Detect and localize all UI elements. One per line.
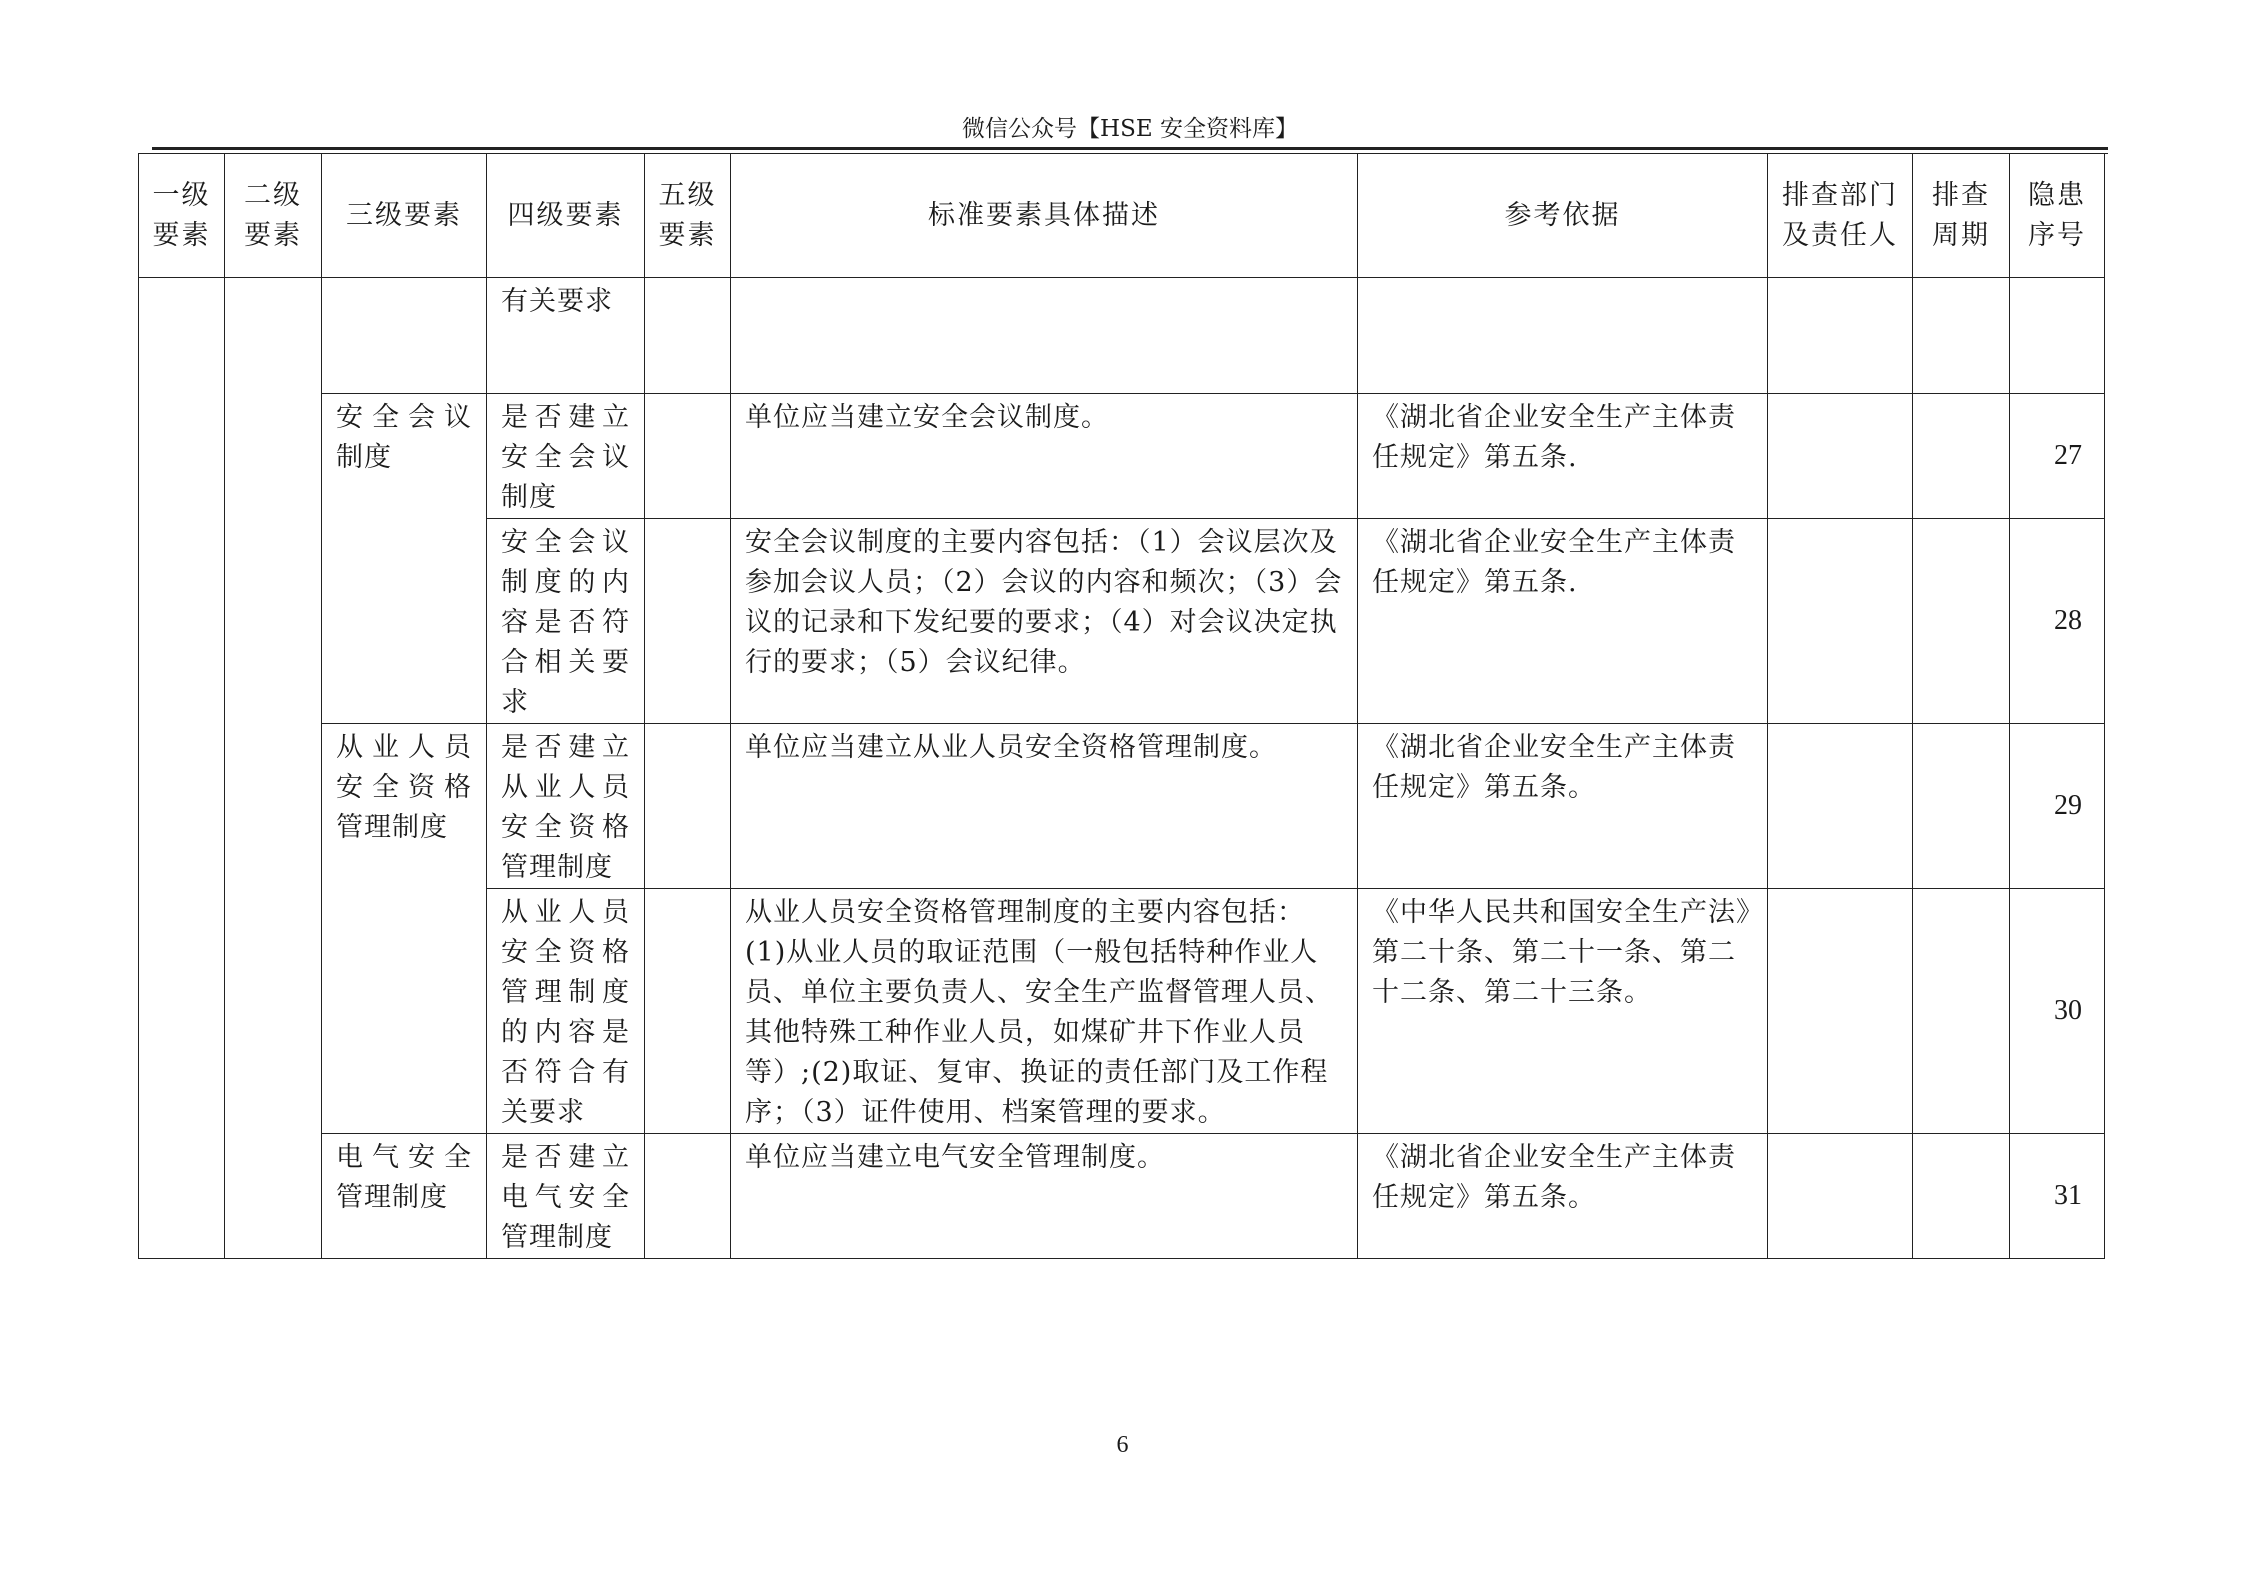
cell-level3: 电气安全管理制度 <box>322 1134 487 1259</box>
cell-reference: 《湖北省企业安全生产主体责任规定》第五条。 <box>1358 724 1768 889</box>
cell-seq: 27 <box>2010 394 2105 519</box>
cell-reference: 《湖北省企业安全生产主体责任规定》第五条。 <box>1358 1134 1768 1259</box>
page-number: 6 <box>1116 1432 1129 1458</box>
col-header-level3: 三级要素 <box>322 154 487 278</box>
cell-level4: 有关要求 <box>487 278 645 394</box>
cell-seq: 30 <box>2010 889 2105 1134</box>
table-row <box>139 278 2105 394</box>
cell-cycle <box>1913 519 2010 724</box>
cell-seq: 29 <box>2010 724 2105 889</box>
hazard-checklist-table <box>138 153 2105 1259</box>
cell-level4: 安全会议制度的内容是否符合相关要求 <box>487 519 645 724</box>
cell-cycle <box>1913 724 2010 889</box>
table-row <box>139 724 2105 889</box>
cell-department <box>1768 889 1913 1134</box>
cell-reference: 《中华人民共和国安全生产法》第二十条、第二十一条、第二十二条、第二十三条。 <box>1358 889 1768 1134</box>
cell-description <box>731 278 1358 394</box>
cell-cycle <box>1913 889 2010 1134</box>
col-header-department: 排查部门 及责任人 <box>1768 154 1913 278</box>
cell-cycle <box>1913 278 2010 394</box>
cell-cycle <box>1913 394 2010 519</box>
running-header: 微信公众号【HSE 安全资料库】 <box>962 116 1298 142</box>
cell-cycle <box>1913 1134 2010 1259</box>
cell-level4: 是否建立从业人员安全资格管理制度 <box>487 724 645 889</box>
cell-level2 <box>225 278 322 1259</box>
cell-level5 <box>645 278 731 394</box>
cell-level4: 是否建立电气安全管理制度 <box>487 1134 645 1259</box>
cell-reference: 《湖北省企业安全生产主体责任规定》第五条. <box>1358 394 1768 519</box>
col-header-cycle: 排查 周期 <box>1913 154 2010 278</box>
cell-seq: 28 <box>2010 519 2105 724</box>
cell-level3 <box>322 278 487 394</box>
col-header-level5: 五级 要素 <box>645 154 731 278</box>
cell-reference <box>1358 278 1768 394</box>
col-header-level1: 一级 要素 <box>139 154 225 278</box>
col-header-level2: 二级 要素 <box>225 154 322 278</box>
col-header-description: 标准要素具体描述 <box>731 154 1358 278</box>
cell-level1 <box>139 278 225 1259</box>
col-header-seq: 隐患 序号 <box>2010 154 2105 278</box>
cell-level5 <box>645 394 731 519</box>
cell-level3: 从业人员安全资格管理制度 <box>322 724 487 1134</box>
cell-description: 单位应当建立电气安全管理制度。 <box>731 1134 1358 1259</box>
cell-description: 单位应当建立安全会议制度。 <box>731 394 1358 519</box>
col-header-level4: 四级要素 <box>487 154 645 278</box>
header-rule <box>152 147 2108 150</box>
cell-department <box>1768 724 1913 889</box>
cell-level5 <box>645 889 731 1134</box>
cell-department <box>1768 1134 1913 1259</box>
table-row <box>139 1134 2105 1259</box>
cell-description: 单位应当建立从业人员安全资格管理制度。 <box>731 724 1358 889</box>
cell-level5 <box>645 1134 731 1259</box>
cell-department <box>1768 278 1913 394</box>
col-header-reference: 参考依据 <box>1358 154 1768 278</box>
cell-level5 <box>645 519 731 724</box>
table-header-row <box>139 154 2105 278</box>
cell-seq: 31 <box>2010 1134 2105 1259</box>
cell-level4: 从业人员安全资格管理制度的内容是否符合有关要求 <box>487 889 645 1134</box>
cell-department <box>1768 519 1913 724</box>
cell-seq <box>2010 278 2105 394</box>
cell-description: 从业人员安全资格管理制度的主要内容包括：(1)从业人员的取证范围（一般包括特种作业人员、单位主要负责人、安全生产监督管理人员、其他特殊工种作业人员，如煤矿井下作业人员等）;(2)取证、复审、换证的责任部门及工作程序；（3）证件使用、档案管理的要求。 <box>731 889 1358 1134</box>
cell-level5 <box>645 724 731 889</box>
cell-level4: 是否建立安全会议制度 <box>487 394 645 519</box>
cell-reference: 《湖北省企业安全生产主体责任规定》第五条. <box>1358 519 1768 724</box>
cell-level3: 安全会议制度 <box>322 394 487 724</box>
cell-description: 安全会议制度的主要内容包括：（1）会议层次及参加会议人员；（2）会议的内容和频次；（3）会议的记录和下发纪要的要求；（4）对会议决定执行的要求；（5）会议纪律。 <box>731 519 1358 724</box>
cell-department <box>1768 394 1913 519</box>
table-row <box>139 394 2105 519</box>
